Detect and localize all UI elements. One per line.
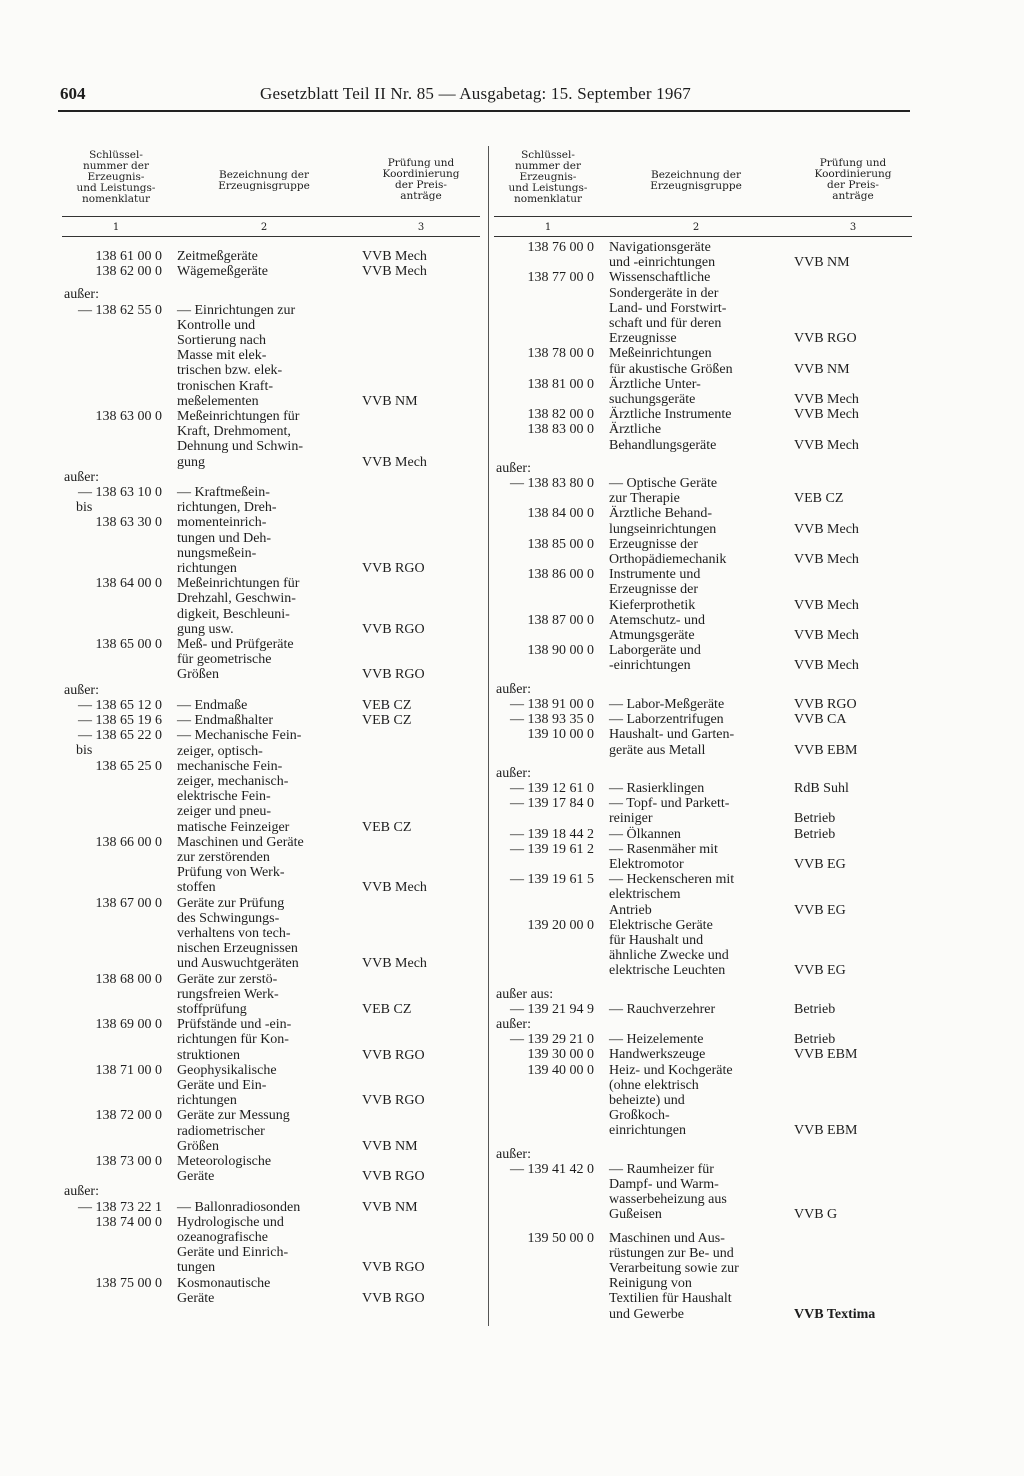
range-connector: bis [76,500,93,516]
entry-description: Geräte zur Prüfung des Schwingungs- verhaltens von tech- nischen Erzeugnissen und Auswuchtgeräten [177,895,299,972]
table-row [494,407,912,422]
exception-label [494,987,912,1002]
entry-description: — Heckenscheren mit elektrischem Antrieb [609,872,735,918]
entry-description: — Kraftmeßein- richtungen, Dreh- momenteinrich- tungen und Deh- nungsmeßein- richtungen [177,485,277,577]
entry-description [609,461,781,476]
entry-key: außer aus: [496,986,554,1002]
entry-key: 139 10 00 0 [527,727,594,743]
entry-authority: VVB Mech [794,392,859,408]
page-number: 604 [60,84,86,103]
entry-description: Handwerkszeuge [609,1047,706,1063]
entry-description: Navigationsgeräte und -einrichtungen [609,240,716,271]
entry-key: 138 65 00 0 [95,637,162,653]
table-row [62,713,480,728]
table-row [494,537,912,567]
entry-key: 138 68 00 0 [95,971,162,987]
table-row [62,1063,480,1109]
entry-description [609,1147,781,1162]
col-header-authority: Prüfung und Koordinierung der Preis- anträge [814,157,892,202]
entry-key: 138 78 00 0 [527,346,594,362]
table-row [494,476,912,506]
entry-description: Maschinen und Geräte zur zerstörenden Prüfung von Werk- stoffen [177,834,304,896]
entry-authority: VVB Mech [794,628,859,644]
column-divider [488,146,489,1326]
page-header [58,82,910,112]
entry-key: — 139 41 42 0 [510,1161,594,1177]
table-header [494,150,912,216]
col-number-2: 2 [692,222,700,233]
entry-key: — 138 62 55 0 [78,302,162,318]
table-row [494,1162,912,1223]
entry-authority: VVB Mech [362,249,427,264]
entry-authority: VVB RGO [362,1260,425,1276]
entry-authority: VVB NM [794,361,850,377]
entry-description: Meteorologische Geräte [177,1153,272,1185]
table-row [494,270,912,346]
entry-description: Erzeugnisse der Orthopädiemechanik [609,536,727,568]
entry-description: Ärztliche Behandlungsgeräte [609,422,717,453]
spacer [494,979,912,987]
entry-authority: VVB EBM [794,1123,858,1139]
spacer [494,758,912,766]
table-row [494,1047,912,1062]
table-row [62,728,480,834]
entry-key: — 138 83 80 0 [510,476,594,492]
entry-description [177,1184,349,1199]
entry-description [609,766,781,781]
table-row [494,422,912,452]
entry-description: Elektrische Geräte für Haushalt und ähnliche Zwecke und elektrische Leuchten [609,917,729,979]
col-header-authority: Prüfung und Koordinierung der Preis- anträge [382,157,460,202]
entry-key: 138 77 00 0 [527,270,594,286]
entry-key: außer: [64,469,99,485]
col-number-1: 1 [544,222,552,233]
entry-authority: VVB Mech [362,264,427,280]
entry-description: Prüfstände und -ein- richtungen für Kon- struktionen [177,1017,292,1063]
entry-authority: VVB RGO [362,1290,425,1306]
entry-key: — 139 12 61 0 [510,780,594,796]
exception-label [494,461,912,476]
table-row [494,712,912,727]
entry-description [177,470,349,485]
entry-key: 138 63 00 0 [95,409,162,425]
entry-description: Geräte zur zerstö- rungsfreien Werk- stoffprüfung [177,971,279,1017]
entry-key: außer: [496,765,531,781]
entry-authority: VVB Mech [794,597,859,613]
entry-key-range-end: 138 65 25 0 [95,758,162,774]
col-header-key: Schlüssel- nummer der Erzeugnis- und Leistungs- nomenklatur [508,149,588,205]
table-row [62,1215,480,1276]
table-row [494,643,912,673]
entry-authority: VVB RGO [794,696,857,712]
entry-description [177,683,349,698]
entry-key: 138 81 00 0 [527,376,594,392]
exception-label [62,1184,480,1199]
entry-key: 138 73 00 0 [95,1153,162,1169]
entry-authority: VVB Mech [794,521,859,537]
table-row [494,377,912,407]
table-row [494,1002,912,1017]
entry-key: außer: [496,1146,531,1162]
spacer [494,1139,912,1147]
table-row [62,1017,480,1063]
entry-key: 138 82 00 0 [527,407,594,423]
table-row [494,781,912,796]
entry-description: Meßeinrichtungen für Kraft, Drehmoment, Dehnung und Schwin- gung [177,409,303,470]
table-row [494,240,912,270]
entry-description: Hydrologische und ozeanografische Geräte und Einrich- tungen [177,1214,289,1276]
entry-authority: RdB Suhl [794,780,849,796]
entry-description: — Optische Geräte zur Therapie [609,476,718,507]
entry-key: außer: [64,682,99,698]
table-row [62,896,480,972]
entry-description: — Rasierklingen [609,780,705,796]
entry-authority: VVB RGO [362,1047,425,1063]
entry-key: 138 86 00 0 [527,567,594,583]
entry-description: Atemschutz- und Atmungsgeräte [609,612,706,644]
entry-key: — 138 93 35 0 [510,712,594,728]
entry-authority: VVB Mech [794,407,859,423]
entry-description: Heiz- und Kochgeräte (ohne elektrisch beheizte) und Großkoch- einrichtungen [609,1062,733,1139]
entry-authority: VVB G [794,1207,838,1223]
header-rule [494,236,912,237]
entry-authority: VVB EBM [794,742,858,758]
entry-description: Haushalt- und Garten- geräte aus Metall [609,727,735,758]
entry-description: — Laborzentrifugen [609,712,724,728]
entry-authority: VVB NM [362,1199,418,1215]
entry-description: Zeitmeßgeräte [177,249,258,264]
entry-authority: VVB RGO [362,667,425,683]
entry-description: — Rauchverzehrer [609,1001,716,1017]
spacer [494,453,912,461]
exception-label [62,683,480,698]
entry-authority: VVB RGO [362,1169,425,1185]
entry-key: 139 20 00 0 [527,917,594,933]
table-row [494,918,912,979]
table-row [62,303,480,409]
spacer [494,1223,912,1231]
entry-authority: VVB CA [794,712,847,728]
table-row [62,698,480,713]
entry-key: — 138 73 22 1 [78,1199,162,1215]
column-numbers [62,217,480,236]
table-row [62,249,480,264]
entry-key: 139 40 00 0 [527,1062,594,1078]
entry-description: Meß- und Prüfgeräte für geometrische Größen [177,637,294,683]
entry-description: — Ballonradiosonden [177,1199,301,1215]
entry-key: 138 62 00 0 [95,264,162,280]
entry-description [609,682,781,697]
entry-key: 138 85 00 0 [527,536,594,552]
gazette-title: Gesetzblatt Teil II Nr. 85 — Ausgabetag: 15. September 1967 [260,84,691,103]
exception-label [494,1147,912,1162]
entry-description: Maschinen und Aus- rüstungen zur Be- und Verarbeitung sowie zur Reinigung von Textilien für Haushalt und Gewerbe [609,1230,739,1322]
entry-key: 138 87 00 0 [527,612,594,628]
table-row [494,1231,912,1322]
col-number-1: 1 [112,222,120,233]
entry-description: Meßeinrichtungen für Drehzahl, Geschwin- digkeit, Beschleuni- gung usw. [177,576,300,637]
entry-description [177,287,349,302]
entry-key: außer: [64,287,99,303]
table-row [62,1108,480,1154]
entry-key: 138 67 00 0 [95,895,162,911]
column-numbers [494,217,912,236]
entry-description: — Ölkannen [609,826,681,842]
table-row [494,842,912,872]
exception-label [494,1017,912,1032]
entry-key: — 139 29 21 0 [510,1032,594,1048]
table-header [62,150,480,216]
entry-key: — 138 91 00 0 [510,696,594,712]
entry-key: 138 64 00 0 [95,576,162,592]
entry-key: — 138 63 10 0 [78,485,162,501]
entry-authority: VVB NM [362,393,418,409]
entry-key: 138 69 00 0 [95,1017,162,1033]
entry-description: — Endmaße [177,697,248,713]
entry-description: — Raumheizer für Dampf- und Warm- wasserbeheizung aus Gußeisen [609,1161,727,1223]
entry-authority: VEB CZ [362,697,412,713]
table-row [62,1154,480,1184]
entry-key: außer: [496,460,531,476]
entry-description: Geophysikalische Geräte und Ein- richtungen [177,1062,277,1109]
entry-authority: VVB Textima [794,1306,876,1322]
right-column [494,150,912,1322]
table-row [494,346,912,376]
entry-description: Wägemeßgeräte [177,264,268,280]
entry-key: — 139 19 61 5 [510,872,594,888]
table-row [62,485,480,576]
entry-authority: Betrieb [794,811,836,827]
entry-description: — Endmaßhalter [177,713,274,729]
table-row [62,409,480,470]
col-number-2: 2 [260,222,268,233]
entry-description: Geräte zur Messung radiometrischer Größen [177,1108,290,1154]
table-row [494,796,912,826]
entry-description: Laborgeräte und -einrichtungen [609,643,701,674]
spacer [62,279,480,287]
entry-description: — Topf- und Parkett- reiniger [609,796,730,827]
table-row [494,727,912,757]
entry-key: 138 66 00 0 [95,834,162,850]
entry-authority: VVB NM [794,255,850,271]
entry-description: Kosmonautische Geräte [177,1275,271,1306]
entry-authority: VVB Mech [794,658,859,674]
entry-authority: VVB EG [794,963,846,979]
entry-description: Meßeinrichtungen für akustische Größen [609,346,733,377]
col-header-description: Bezeichnung der Erzeugnisgruppe [650,169,742,192]
table-row [494,697,912,712]
table-row [494,827,912,842]
entry-authority: VVB RGO [362,1093,425,1109]
entry-authority: VVB RGO [362,561,425,577]
table-row [62,264,480,279]
entry-key-range-end: 138 63 30 0 [95,515,162,531]
entry-key: 138 75 00 0 [95,1275,162,1291]
entry-key: 138 83 00 0 [527,422,594,438]
entry-key: — 138 65 19 6 [78,713,162,729]
table-row [62,1200,480,1215]
entry-key: — 138 65 22 0 [78,728,162,744]
entry-key: — 139 18 44 2 [510,826,594,842]
entry-description: — Rasenmäher mit Elektromotor [609,841,718,872]
range-connector: bis [76,743,93,759]
entry-authority: VVB Mech [794,437,859,453]
entry-description: — Einrichtungen zur Kontrolle und Sortierung nach Masse mit elek- trischen bzw. elek- tronischen Kraft- meßelementen [177,302,296,409]
entry-authority: VVB RGO [794,331,857,347]
entry-authority: VEB CZ [362,713,412,729]
entry-authority: VVB Mech [794,552,859,568]
entry-key: außer: [496,1016,531,1032]
entry-description: Instrumente und Erzeugnisse der Kieferprothetik [609,567,701,613]
table-row [62,637,480,683]
entry-authority: VVB Mech [362,956,427,972]
entry-key: — 139 17 84 0 [510,796,594,812]
col-header-key: Schlüssel- nummer der Erzeugnis- und Leistungs- nomenklatur [76,149,156,205]
exception-label [62,287,480,302]
entry-authority: VEB CZ [362,1001,412,1017]
entry-authority: Betrieb [794,1032,836,1048]
entry-key: außer: [64,1184,99,1200]
entry-key: 138 84 00 0 [527,506,594,522]
entry-authority: VVB NM [362,1138,418,1154]
table-row [494,872,912,918]
entry-key: 138 71 00 0 [95,1062,162,1078]
exception-label [494,682,912,697]
entry-authority: VVB EG [794,856,846,872]
entry-authority: VVB EBM [794,1047,858,1063]
entry-description [609,987,781,1002]
entry-description: — Heizelemente [609,1032,704,1048]
entry-key: 138 72 00 0 [95,1108,162,1124]
entry-key: 138 61 00 0 [95,249,162,264]
entry-description: Ärztliche Unter- suchungsgeräte [609,376,701,408]
table-row [494,1063,912,1139]
table-row [494,506,912,536]
header-rule [62,236,480,237]
entry-authority: VVB Mech [362,454,427,470]
exception-label [494,766,912,781]
right-entries [494,240,912,1322]
left-column [62,150,480,1306]
entry-key: — 138 65 12 0 [78,697,162,713]
table-row [494,1032,912,1047]
entry-key: — 139 21 94 9 [510,1001,594,1017]
entry-key: — 139 19 61 2 [510,841,594,857]
entry-key: 138 90 00 0 [527,643,594,659]
entry-authority: Betrieb [794,826,836,842]
entry-authority: VVB Mech [362,880,427,896]
entry-authority: VEB CZ [362,819,412,835]
entry-key: 138 74 00 0 [95,1214,162,1230]
entry-key: 139 50 00 0 [527,1230,594,1246]
table-row [62,576,480,637]
table-row [494,613,912,643]
table-row [494,567,912,613]
entry-authority: VVB EG [794,902,846,918]
entry-description: Ärztliche Instrumente [609,407,732,423]
entry-description: — Mechanische Fein- zeiger, optisch- mechanische Fein- zeiger, mechanisch- elektrische Fein- zeiger und pneu- matische Feinzeiger [177,728,302,835]
left-entries [62,249,480,1306]
table-row [62,1276,480,1306]
entry-key: 139 30 00 0 [527,1047,594,1063]
entry-authority: VVB RGO [362,621,425,637]
col-number-3: 3 [849,222,857,233]
entry-authority: VEB CZ [794,491,844,507]
entry-description: Ärztliche Behand- lungseinrichtungen [609,506,717,537]
entry-description [609,1017,781,1032]
entry-key: 138 76 00 0 [527,240,594,255]
exception-label [62,470,480,485]
spacer [494,674,912,682]
entry-key: außer: [496,681,531,697]
entry-description: Wissenschaftliche Sondergeräte in der Land- und Forstwirt- schaft und für deren Erzeugnisse [609,270,727,347]
entry-description: — Labor-Meßgeräte [609,696,725,712]
col-number-3: 3 [417,222,425,233]
table-row [62,972,480,1018]
table-row [62,835,480,896]
entry-authority: Betrieb [794,1001,836,1017]
col-header-description: Bezeichnung der Erzeugnisgruppe [218,169,310,192]
